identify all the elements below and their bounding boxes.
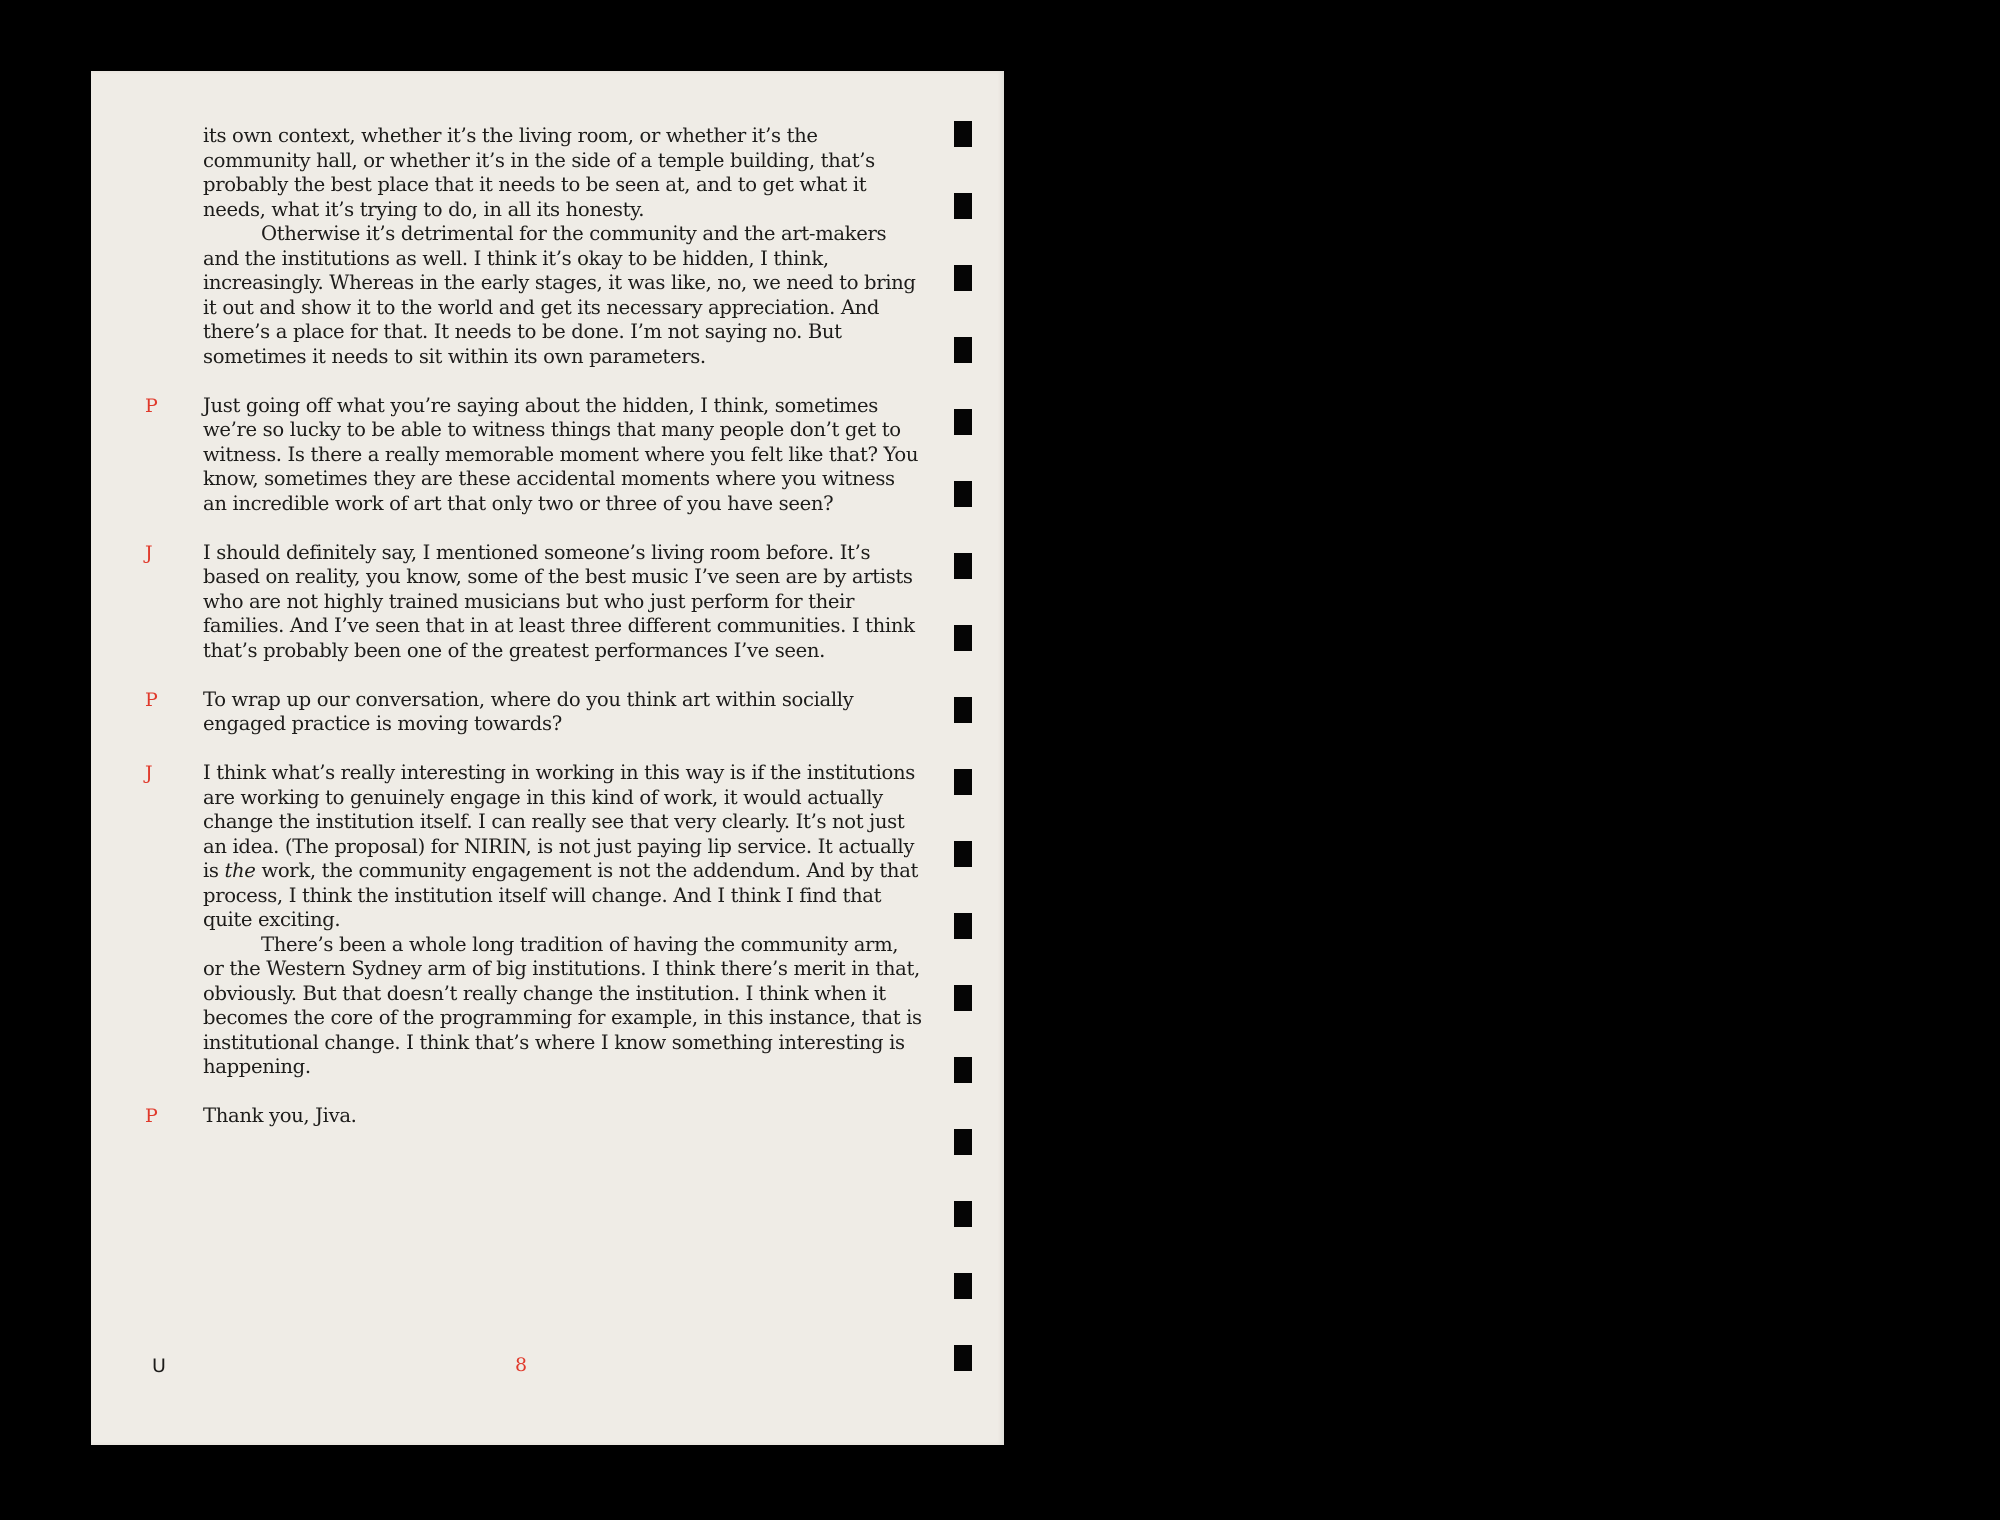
paragraph-text-italic: the (224, 859, 256, 882)
book-page (91, 71, 1004, 1445)
perforation-hole (954, 265, 972, 291)
perforation-hole (954, 553, 972, 579)
speaker-label: P (145, 1105, 158, 1127)
perforation-hole (954, 409, 972, 435)
paragraph-text-part: work, the community engagement is not the addendum. And by that process, I think the institution itself will change. And I think I find that quite exciting. (203, 859, 919, 931)
paragraph-text-part: I think what’s really interesting in working in this way is if the institutions are working to genuinely engage in this kind of work, it would actually change the institution itself. I can really see that very clearly. It’s not just an idea. (The proposal) for NIRIN, is not just paying lip service. It actually is (203, 761, 915, 882)
interview-text (145, 124, 923, 1129)
perforation-hole (954, 697, 972, 723)
speaker-label: J (145, 762, 153, 784)
perforation-hole (954, 913, 972, 939)
paragraph-3 (203, 394, 923, 517)
perforation-hole (954, 481, 972, 507)
perforation-hole (954, 769, 972, 795)
perforation-hole (954, 985, 972, 1011)
paragraph-text: To wrap up our conversation, where do you think art within socially engaged practice is moving towards? (203, 687, 854, 735)
paragraph-text: Otherwise it’s detrimental for the community and the art-makers and the institutions as well. I think it’s okay to be hidden, I think, increasingly. Whereas in the early stages, it was like, no, we need to bring it out and show it to the world and get its necessary appreciation. And there’s a place for that. It needs to be done. I’m not saying no. But sometimes it needs to sit within its own parameters. (203, 222, 916, 368)
answer-block (145, 540, 923, 664)
footer-mark: U (152, 1355, 166, 1377)
speaker-label: P (145, 394, 158, 417)
perforation-hole (954, 1057, 972, 1083)
paragraph-text: its own context, whether it’s the living room, or whether it’s the community hall, or whether it’s in the side of a temple building, that’s probably the best place that it needs to be seen at, and to get what it needs, what it’s trying to do, in all its honesty. (203, 124, 875, 221)
perforation-hole (954, 121, 972, 147)
perforation-hole (954, 1129, 972, 1155)
paragraph-text: There’s been a whole long tradition of having the community arm, or the Western Sydney arm of big institutions. I think there’s merit in that, obviously. But that doesn’t really change the institution. I think when it becomes the core of the programming for example, in this instance, that is institutional change. I think that’s where I know something interesting is happening. (203, 932, 922, 1078)
perforation-hole (954, 1345, 972, 1371)
perforation-hole (954, 1201, 972, 1227)
paragraph-8 (203, 1104, 923, 1129)
perforation-hole (954, 841, 972, 867)
paragraph-text: I should definitely say, I mentioned someone’s living room before. It’s based on reality, you know, some of the best music I’ve seen are by artists who are not highly trained musicians but who just perform for their families. And I’ve seen that in at least three different communities. I think that’s probably been one of the greatest performances I’ve seen. (203, 540, 915, 662)
paragraph-4 (203, 541, 923, 664)
perforation-hole (954, 625, 972, 651)
paragraph-7 (203, 933, 923, 1080)
paragraph-5 (203, 688, 923, 737)
perforation-hole (954, 1273, 972, 1299)
paragraph-text: Thank you, Jiva. (203, 1104, 357, 1127)
paragraph-1 (203, 124, 923, 222)
page-number: 8 (515, 1354, 528, 1376)
perforation-hole (954, 193, 972, 219)
speaker-label: P (145, 688, 158, 711)
question-block (145, 1104, 923, 1129)
paragraph-text: Just going off what you’re saying about the hidden, I think, sometimes we’re so lucky to be able to witness things that many people don’t get to witness. Is there a really memorable moment where you felt like that? You know, sometimes they are these accidental moments where you witness an incredible work of art that only two or three of you have seen? (203, 393, 919, 515)
question-block (145, 393, 923, 517)
paragraph-6 (203, 761, 923, 933)
perforation-hole (954, 337, 972, 363)
paragraph-2 (203, 222, 923, 369)
question-block (145, 687, 923, 737)
answer-block (145, 761, 923, 1080)
speaker-label: J (145, 541, 153, 564)
